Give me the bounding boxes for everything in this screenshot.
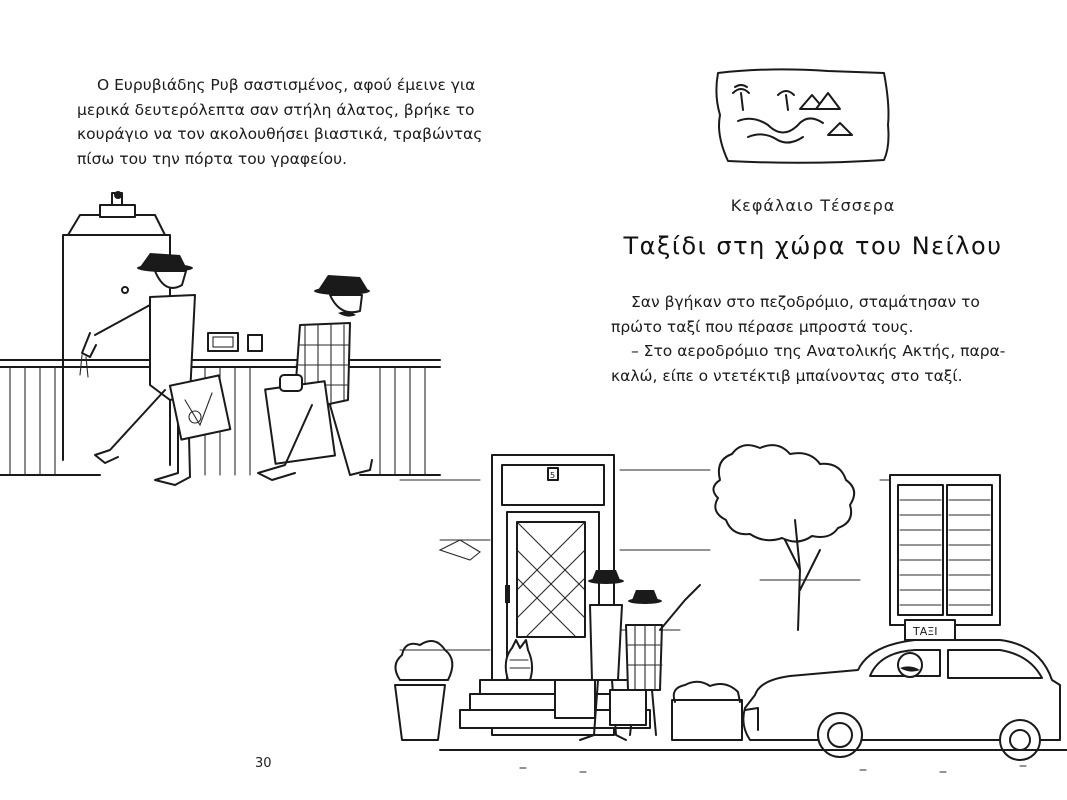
text-line: Ο Ευρυβιάδης Ρυβ σαστισμένος, αφού έμεινε για xyxy=(97,76,476,94)
chapter-title: Ταξίδι στη χώρα του Νείλου xyxy=(623,232,1003,260)
door-number: 5 xyxy=(550,471,556,480)
detectives-hailing-taxi-illustration xyxy=(380,440,1067,785)
nile-map-icon xyxy=(708,65,896,167)
taxi-sign: ΤΑΞΙ xyxy=(913,625,938,638)
right-paragraph xyxy=(611,290,1006,388)
left-paragraph xyxy=(77,73,483,171)
chapter-label: Κεφάλαιο Τέσσερα xyxy=(730,196,896,215)
text-line: καλώ, είπε ο ντετέκτιβ μπαίνοντας στο ταξί. xyxy=(611,366,963,385)
text-line: κουράγιο να τον ακολουθήσει βιαστικά, τραβώντας xyxy=(77,125,483,143)
text-line: Σαν βγήκαν στο πεζοδρόμιο, σταμάτησαν το xyxy=(631,293,980,311)
text-line: πρώτο ταξί που πέρασε μπροστά τους. xyxy=(611,317,914,336)
page-number: 30 xyxy=(255,756,272,771)
text-line: πίσω του την πόρτα του γραφείου. xyxy=(77,149,348,168)
text-line: – Στο αεροδρόμιο της Ανατολικής Ακτής, παρα- xyxy=(631,342,1006,360)
text-line: μερικά δευτερόλεπτα σαν στήλη άλατος, βρήκε το xyxy=(77,100,475,119)
